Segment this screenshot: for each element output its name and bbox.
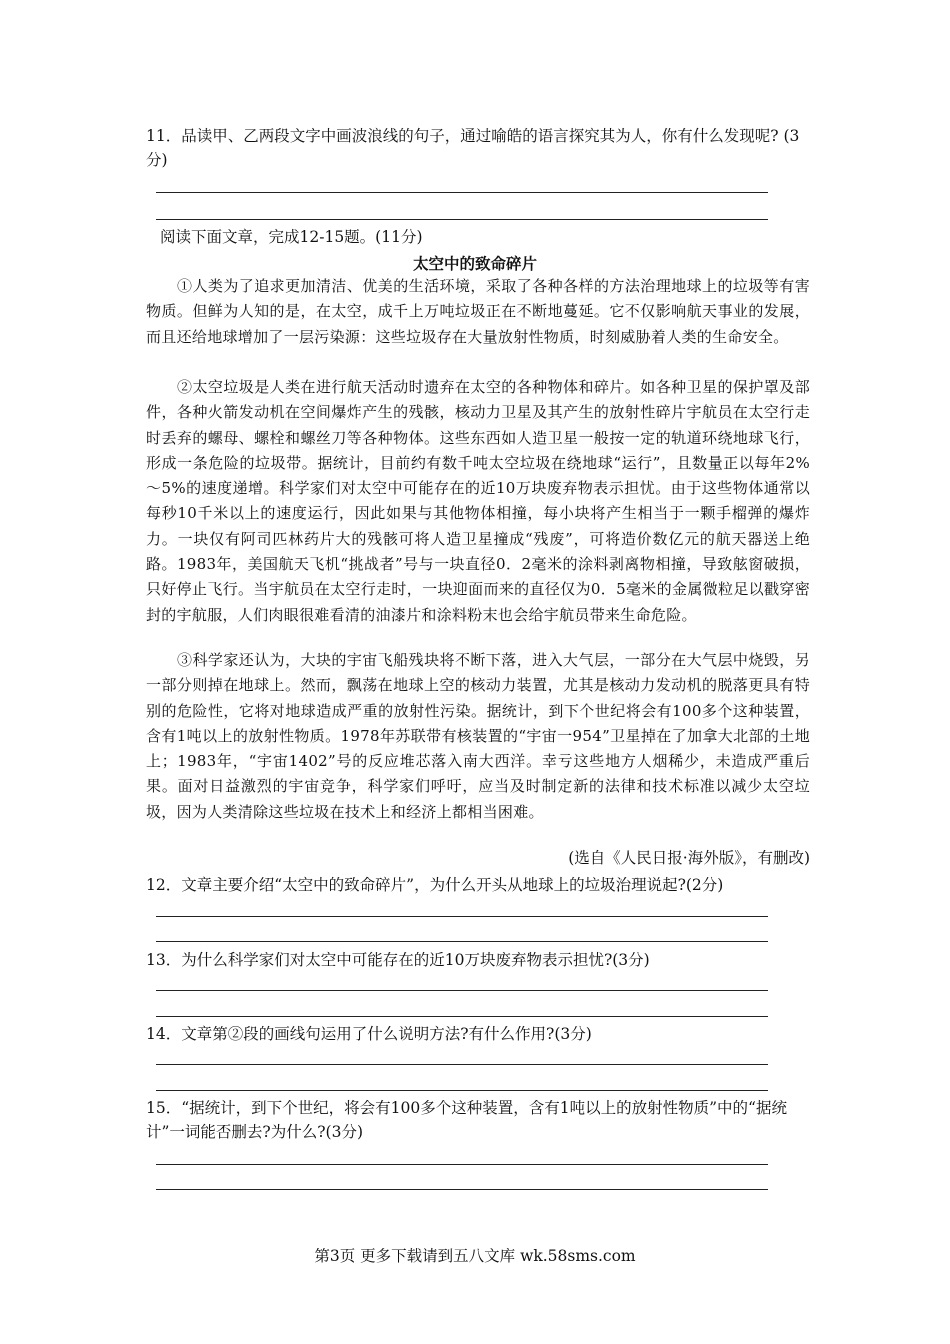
- question-14: 14．文章第②段的画线句运用了什么说明方法?有什么作用?(3分): [146, 1025, 592, 1043]
- question-12: 12．文章主要介绍“太空中的致命碎片”，为什么开头从地球上的垃圾治理说起?(2分): [146, 876, 724, 894]
- answer-line: [156, 916, 768, 917]
- answer-line: [156, 990, 768, 991]
- reading-instruction: 阅读下面文章，完成12-15题。(11分): [160, 228, 423, 246]
- article-source: (选自《人民日报·海外版》，有删改): [568, 849, 810, 867]
- answer-line: [156, 1090, 768, 1091]
- answer-line: [156, 1164, 768, 1165]
- question-15: 15．“据统计，到下个世纪，将会有100多个这种装置，含有1吨以上的放射性物质”中的“据统计”一词能否删去?为什么?(3分): [146, 1099, 787, 1141]
- article-paragraph-1: ①人类为了追求更加清洁、优美的生活环境，采取了各种各样的方法治理地球上的垃圾等有害物质。但鲜为人知的是，在太空，成千上万吨垃圾正在不断地蔓延。它不仅影响航天事业的发展，而且还给地球增加了一层污染源：这些垃圾存在大量放射性物质，时刻威胁着人类的生命安全。: [146, 277, 810, 346]
- answer-line: [156, 192, 768, 193]
- article-title: 太空中的致命碎片: [412, 255, 537, 273]
- article-paragraph-2: ②太空垃圾是人类在进行航天活动时遗弃在太空的各种物体和碎片。如各种卫星的保护罩及部件，各种火箭发动机在空间爆炸产生的残骸，核动力卫星及其产生的放射性碎片宇航员在太空行走时丢弃的螺母、螺栓和螺丝刀等各种物体。这些东西如人造卫星一般按一定的轨道环绕地球飞行，形成一条危险的垃圾带。据统计，目前约有数千吨太空垃圾在绕地球“运行”，且数量正以每年2%～5%的速度递增。科学家们对太空中可能存在的近10万块废弃物表示担忧。由于这些物体通常以每秒10千米以上的速度运行，因此如果与其他物体相撞，每小块将产生相当于一颗手榴弹的爆炸力。一块仅有阿司匹林药片大的残骸可将人造卫星撞成“残废”，可将造价数亿元的航天器送上绝路。1983年，美国航天飞机“挑战者”号与一块直径0．2毫米的涂料剥离物相撞，导致舷窗破损，只好停止飞行。当宇航员在太空行走时，一块迎面而来的直径仅为0．5毫米的金属微粒足以戳穿密封的宇航服，人们肉眼很难看清的油漆片和涂料粉末也会给宇航员带来生命危险。: [146, 378, 810, 624]
- question-11: 11．品读甲、乙两段文字中画波浪线的句子，通过喻皓的语言探究其为人，你有什么发现呢? (3分): [146, 127, 800, 169]
- page-footer: 第3页 更多下载请到五八文库 wk.58sms.com: [314, 1247, 636, 1265]
- answer-line: [156, 1016, 768, 1017]
- answer-line: [156, 941, 768, 942]
- answer-line: [156, 1189, 768, 1190]
- answer-line: [156, 1064, 768, 1065]
- answer-line: [156, 219, 768, 220]
- article-paragraph-3: ③科学家还认为，大块的宇宙飞船残块将不断下落，进入大气层，一部分在大气层中烧毁，另一部分则掉在地球上。然而，飘荡在地球上空的核动力装置，尤其是核动力发动机的脱落更具有特别的危险性，它将对地球造成严重的放射性污染。据统计，到下个世纪将会有100多个这种装置，含有1吨以上的放射性物质。1978年苏联带有核装置的“宇宙一954”卫星掉在了加拿大北部的土地上；1983年，“宇宙1402”号的反应堆芯落入南大西洋。幸亏这些地方人烟稀少，未造成严重后果。面对日益激烈的宇宙竞争，科学家们呼吁，应当及时制定新的法律和技术标准以减少太空垃圾，因为人类清除这些垃圾在技术上和经济上都相当困难。: [146, 651, 810, 821]
- question-13: 13．为什么科学家们对太空中可能存在的近10万块废弃物表示担忧?(3分): [146, 951, 650, 969]
